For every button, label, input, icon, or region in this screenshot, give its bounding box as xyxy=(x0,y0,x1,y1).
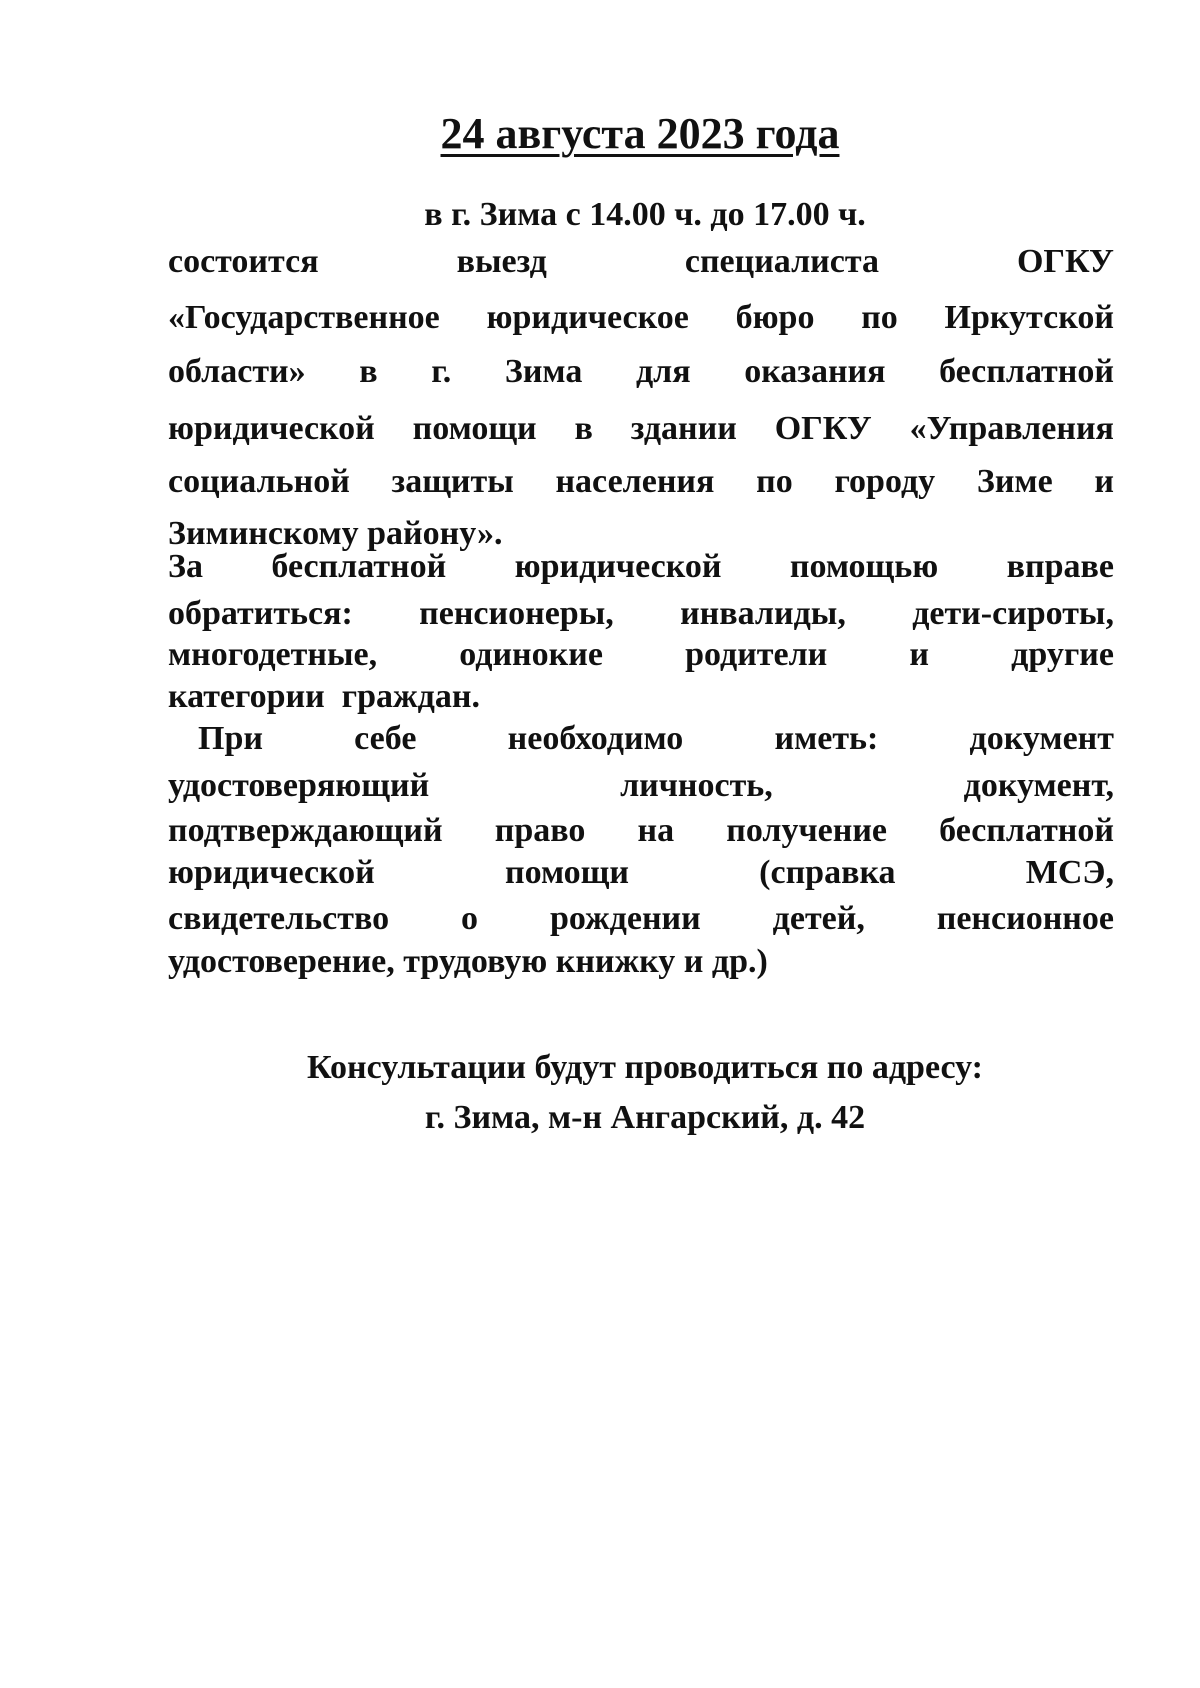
body-line: Зиминскому району». xyxy=(168,515,503,552)
body-line: «Государственное юридическое бюро по Иркутской xyxy=(168,299,1114,336)
body-line: При себе необходимо иметь: документ xyxy=(198,720,1114,757)
consultation-address: г. Зима, м-н Ангарский, д. 42 xyxy=(424,1099,866,1136)
body-line: многодетные, одинокие родители и другие xyxy=(168,636,1114,673)
body-line: удостоверяющий личность, документ, xyxy=(168,767,1114,804)
body-line: свидетельство о рождении детей, пенсионное xyxy=(168,900,1114,937)
event-date-title: 24 августа 2023 года xyxy=(440,109,840,158)
body-line: области» в г. Зима для оказания бесплатной xyxy=(168,353,1114,390)
body-line: подтверждающий право на получение бесплатной xyxy=(168,812,1114,849)
body-line: удостоверение, трудовую книжку и др.) xyxy=(168,943,768,980)
body-line: За бесплатной юридической помощью вправе xyxy=(168,548,1114,585)
body-line: юридической помощи (справка МСЭ, xyxy=(168,854,1114,891)
body-line: категории граждан. xyxy=(168,678,480,715)
body-line: состоится выезд специалиста ОГКУ xyxy=(168,243,1114,280)
event-time-subtitle: в г. Зима с 14.00 ч. до 17.00 ч. xyxy=(424,196,866,233)
body-line: социальной защиты населения по городу Зиме и xyxy=(168,463,1114,500)
address-intro: Консультации будут проводиться по адресу: xyxy=(307,1049,983,1086)
body-line: юридической помощи в здании ОГКУ «Управления xyxy=(168,410,1114,447)
body-line: обратиться: пенсионеры, инвалиды, дети-сироты, xyxy=(168,595,1114,632)
